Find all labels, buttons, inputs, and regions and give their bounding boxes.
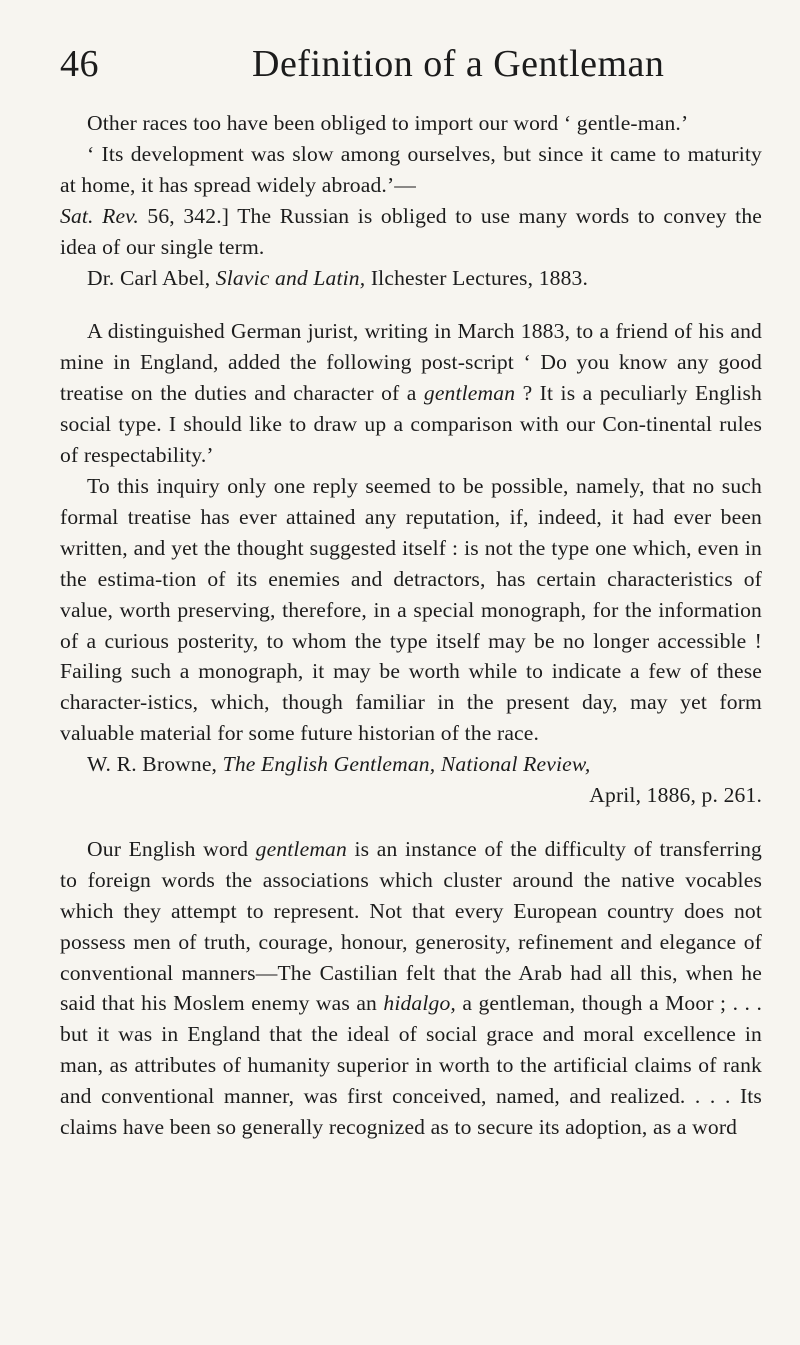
running-title: Definition of a Gentleman (252, 43, 665, 85)
quote1-source-title: Slavic and Latin, (215, 265, 366, 290)
quote3-emphasis-2: hidalgo, (383, 991, 456, 1016)
quote2-text-a: A distinguished German jurist, writing in March 1883, to a friend of his and mine in England, added the following post-script ‘ Do you know any good treatise on the duties and character of a (60, 319, 762, 406)
quote3-emphasis-1: gentleman (255, 836, 347, 861)
quote1-text-b: 56, 342.] The Russian is obliged to use many words to convey the idea of our single term. (60, 203, 762, 259)
quote2-source-author: W. R. Browne, (87, 752, 223, 777)
page-body (60, 108, 762, 1143)
quote3-text-a: Our English word (87, 836, 256, 861)
quote2-source-date: April, 1886, p. 261. (589, 783, 762, 808)
quote1-paragraph1: Other races too have been obliged to import our word ‘ gentle-man.’ (87, 111, 689, 135)
quote1-source-author: Dr. Carl Abel, (87, 265, 216, 290)
quote2-paragraph1 (60, 316, 762, 471)
quote1-paragraph2 (60, 139, 762, 263)
quote3-paragraph1 (60, 834, 762, 1143)
quote1-text-a: ‘ Its development was slow among ourselves, but since it came to maturity at home, it has spread widely abroad.’— (60, 141, 762, 197)
quote1-source-details: Ilchester Lectures, 1883. (365, 265, 589, 290)
quote2-source-title: The English Gentleman, National Review, (222, 752, 591, 777)
page-number: 46 (60, 43, 99, 85)
quote2-paragraph2: To this inquiry only one reply seemed to be possible, namely, that no such formal treatise has ever attained any reputation, if, indeed, it had ever been written, and yet the thought suggested itself : is not the type one which, even in the estima-tion of its enemies and detractors, has certain characteristics of value, worth preserving, therefore, in a special monograph, for the information of a curious posterity, to whom the type itself may be no longer accessible ! Failing such a monograph, it may be worth while to indicate a few of these character-istics, which, though familiar in the present day, may yet form valuable material for some future historian of the race. (60, 473, 762, 746)
quote2-text-b: ? It is a peculiarly English social type. I should like to draw up a comparison with our Con-tinental rules of respectability.’ (60, 381, 762, 468)
quote2-emphasis: gentleman (423, 381, 516, 406)
quote1-reference: Sat. Rev. (60, 203, 139, 228)
quote2-source (60, 749, 762, 780)
running-header (60, 40, 760, 88)
quote3-text-b: is an instance of the difficulty of transferring to foreign words the associations which cluster around the native vocables which they attempt to represent. Not that every European country does not possess men of truth, courage, honour, generosity, refinement and elegance of conventional manners—The Castilian felt that the Arab had all this, when he said that his Moslem enemy was an (60, 836, 762, 1016)
quote1-source (60, 263, 762, 294)
quote3-text-c: a gentleman, though a Moor ; . . . but it was in England that the ideal of social grace and moral excellence in man, as attributes of humanity superior in worth to the artificial claims of rank and conventional manner, was first conceived, named, and realized. . . . Its claims have been so generally recognized as to secure its adoption, as a word (60, 991, 762, 1140)
